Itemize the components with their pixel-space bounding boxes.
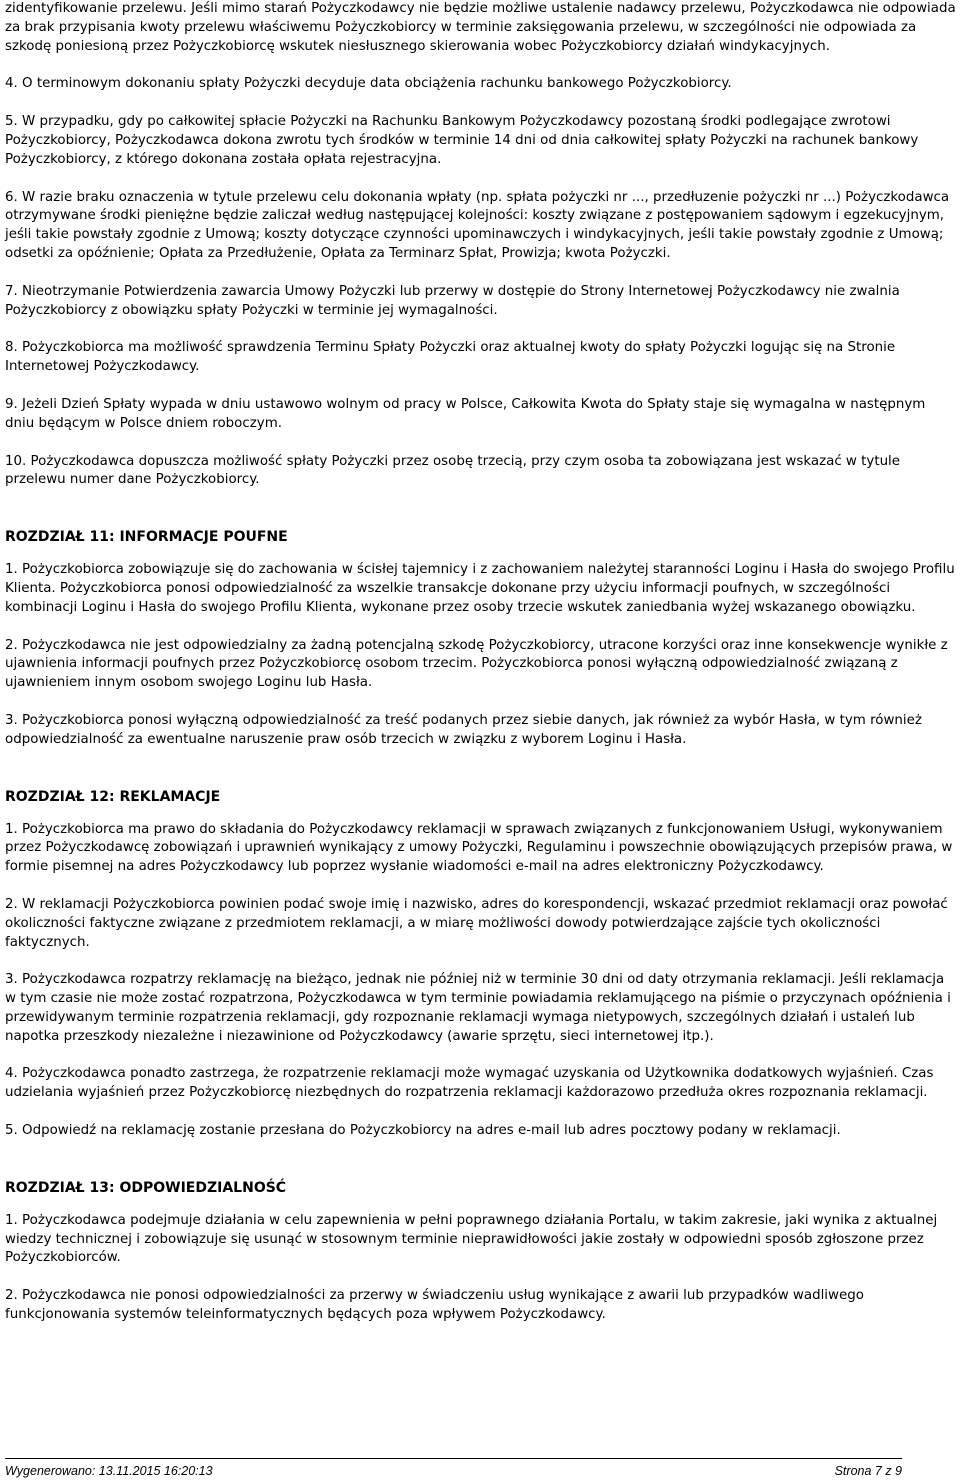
chapter-12-paragraph-3: 3. Pożyczkodawca rozpatrzy reklamację na bieżąco, jednak nie później niż w terminie 30 dni od daty otrzymania reklamacji. Jeśli reklamacja w tym czasie nie może zostać rozpatrzona, Pożyczkodawca w tym terminie powiadamia reklamującego na piśmie o przyczynach opóźnienia i przewidywanym terminie rozpatrzenia reklamacji, gdy rozpoznanie reklamacji wymaga nietypowych, szczególnych działań i ustaleń lub napotka przeszkody niezależne i niezawinione od Pożyczkodawcy (awarie sprzętu, sieci internetowej itp.). bbox=[5, 972, 951, 1044]
chapter-13-paragraph-2: 2. Pożyczkodawca nie ponosi odpowiedzialności za przerwy w świadczeniu usług wynikające z awarii lub przypadków wadliwego funkcjonowania systemów teleinformatycznych będących poza wpływem Pożyczkodawcy. bbox=[5, 1288, 864, 1323]
chapter-13-paragraph-1: 1. Pożyczkodawca podejmuje działania w celu zapewnienia w pełni poprawnego działania Portalu, w takim zakresie, jaki wynika z aktualnej wiedzy technicznej i zobowiązuje się usunąć w stosownym terminie nieprawidłowości jakie zostały w odpowiedni sposób zgłoszone przez Pożyczkobiorców. bbox=[5, 1212, 938, 1266]
paragraph-9: 9. Jeżeli Dzień Spłaty wypada w dniu ustawowo wolnym od pracy w Polsce, Całkowita Kwota do Spłaty staje się wymagalna w następnym dniu będącym w Polsce dniem roboczym. bbox=[5, 396, 926, 431]
paragraph-7: 7. Nieotrzymanie Potwierdzenia zawarcia Umowy Pożyczki lub przerwy w dostępie do Strony Internetowej Pożyczkodawcy nie zwalnia Pożyczkobiorcy z obowiązku spłaty Pożyczki w terminie jej wymagalności. bbox=[5, 283, 900, 318]
chapter-11-paragraph-3: 3. Pożyczkobiorca ponosi wyłączną odpowiedzialność za treść podanych przez siebie danych, jak również za wybór Hasła, w tym również odpowiedzialność za ewentualne naruszenie praw osób trzecich w związku z wyborem Loginu i Hasła. bbox=[5, 712, 922, 747]
generated-timestamp: Wygenerowano: 13.11.2015 16:20:13 bbox=[5, 1464, 213, 1478]
paragraph-6: 6. W razie braku oznaczenia w tytule przelewu celu dokonania wpłaty (np. spłata pożyczki nr ..., przedłuzenie pożyczki nr ...) Pożyczkodawca otrzymywane środki pieniężne będzie zaliczał według następującej kolejności: koszty związane z postępowaniem sądowym i egzekucyjnym, jeśli takie powstały zgodnie z Umową; koszty dotyczące czynności upominawczych i windykacyjnych, jeśli takie powstały zgodnie z Umową; odsetki za opóźnienie; Opłata za Przedłużenie, Opłata za Terminarz Spłat, Prowizja; kwota Pożyczki. bbox=[5, 189, 950, 261]
chapter-11-paragraph-2: 2. Pożyczkodawca nie jest odpowiedzialny za żadną potencjalną szkodę Pożyczkobiorcy, utracone korzyści oraz inne konsekwencje wynikłe z ujawnienia informacji poufnych przez Pożyczkobiorcę osobom trzecim. Pożyczkobiorca ponosi wyłączną odpowiedzialność związaną z ujawnieniem innym osobom swojego Loginu lub Hasła. bbox=[5, 637, 948, 691]
chapter-13-heading: ROZDZIAŁ 13: ODPOWIEDZIALNOŚĆ bbox=[5, 1179, 287, 1196]
chapter-11-heading: ROZDZIAŁ 11: INFORMACJE POUFNE bbox=[5, 529, 288, 546]
paragraph-10: 10. Pożyczkodawca dopuszcza możliwość spłaty Pożyczki przez osobę trzecią, przy czym osoba ta zobowiązana jest wskazać w tytule przelewu numer dane Pożyczkobiorcy. bbox=[5, 453, 901, 488]
chapter-12-paragraph-2: 2. W reklamacji Pożyczkobiorca powinien podać swoje imię i nazwisko, adres do korespondencji, wskazać przedmiot reklamacji oraz powołać okoliczności faktyczne związane z przedmiotem reklamacji, a w miarę możliwości dowody potwierdzające zajście tych okoliczności faktycznych. bbox=[5, 896, 948, 950]
chapter-12-paragraph-4: 4. Pożyczkodawca ponadto zastrzega, że rozpatrzenie reklamacji może wymagać uzyskania od Użytkownika dodatkowych wyjaśnień. Czas udzielania wyjaśnień przez Pożyczkobiorcę niezbędnych do rozpatrzenia reklamacji każdorazowo przedłuża okres rozpoznania reklamacji. bbox=[5, 1066, 934, 1101]
chapter-12-paragraph-5: 5. Odpowiedź na reklamację zostanie przesłana do Pożyczkobiorcy na adres e-mail lub adres pocztowy podany w reklamacji. bbox=[5, 1123, 841, 1139]
paragraph-intro: zidentyfikowanie przelewu. Jeśli mimo starań Pożyczkodawcy nie będzie możliwe ustalenie nadawcy przelewu, Pożyczkodawca nie odpowiada za brak przypisania kwoty przelewu właściwemu Pożyczkobiorcy w terminie zaksięgowania przelewu, w szczególności nie odpowiada za szkodę poniesioną przez Pożyczkobiorcę wskutek niesłusznego skierowania wobec Pożyczkobiorcy działań windykacyjnych. bbox=[5, 1, 956, 54]
chapter-12-heading: ROZDZIAŁ 12: REKLAMACJE bbox=[5, 788, 221, 805]
document-page bbox=[5, 0, 957, 1344]
paragraph-8: 8. Pożyczkobiorca ma możliwość sprawdzenia Terminu Spłaty Pożyczki oraz aktualnej kwoty do spłaty Pożyczki logując się na Stronie Internetowej Pożyczkodawcy. bbox=[5, 340, 896, 375]
paragraph-4: 4. O terminowym dokonaniu spłaty Pożyczki decyduje data obciążenia rachunku bankowego Pożyczkobiorcy. bbox=[5, 76, 732, 92]
chapter-12-paragraph-1: 1. Pożyczkobiorca ma prawo do składania do Pożyczkodawcy reklamacji w sprawach związanych z funkcjonowaniem Usługi, wykonywaniem przez Pożyczkodawcę zobowiązań i uprawnień wynikający z umowy Pożyczki, Regulaminu i powszechnie obowiązujących przepisów prawa, w formie pisemnej na adres Pożyczkodawcy lub poprzez wysłanie wiadomości e-mail na adres elektroniczny Pożyczkodawcy. bbox=[5, 821, 953, 875]
page-footer bbox=[5, 1458, 902, 1481]
page-number: Strona 7 z 9 bbox=[834, 1464, 902, 1478]
chapter-11-paragraph-1: 1. Pożyczkobiorca zobowiązuje się do zachowania w ścisłej tajemnicy i z zachowaniem należytej staranności Loginu i Hasła do swojego Profilu Klienta. Pożyczkobiorca ponosi odpowiedzialność za wszelkie transakcje dokonane przy użyciu informacji poufnych, w szczególności kombinacji Loginu i Hasła do swojego Profilu Klienta, wykonane przez osoby trzecie wskutek zaniedbania wyżej wskazanego obowiązku. bbox=[5, 562, 955, 615]
paragraph-5: 5. W przypadku, gdy po całkowitej spłacie Pożyczki na Rachunku Bankowym Pożyczkodawcy pozostaną środki podlegające zwrotowi Pożyczkobiorcy, Pożyczkodawca dokona zwrotu tych środków w terminie 14 dni od dnia całkowitej spłaty Pożyczki na rachunek bankowy Pożyczkobiorcy, z którego dokonana została opłata rejestracyjna. bbox=[5, 114, 919, 167]
